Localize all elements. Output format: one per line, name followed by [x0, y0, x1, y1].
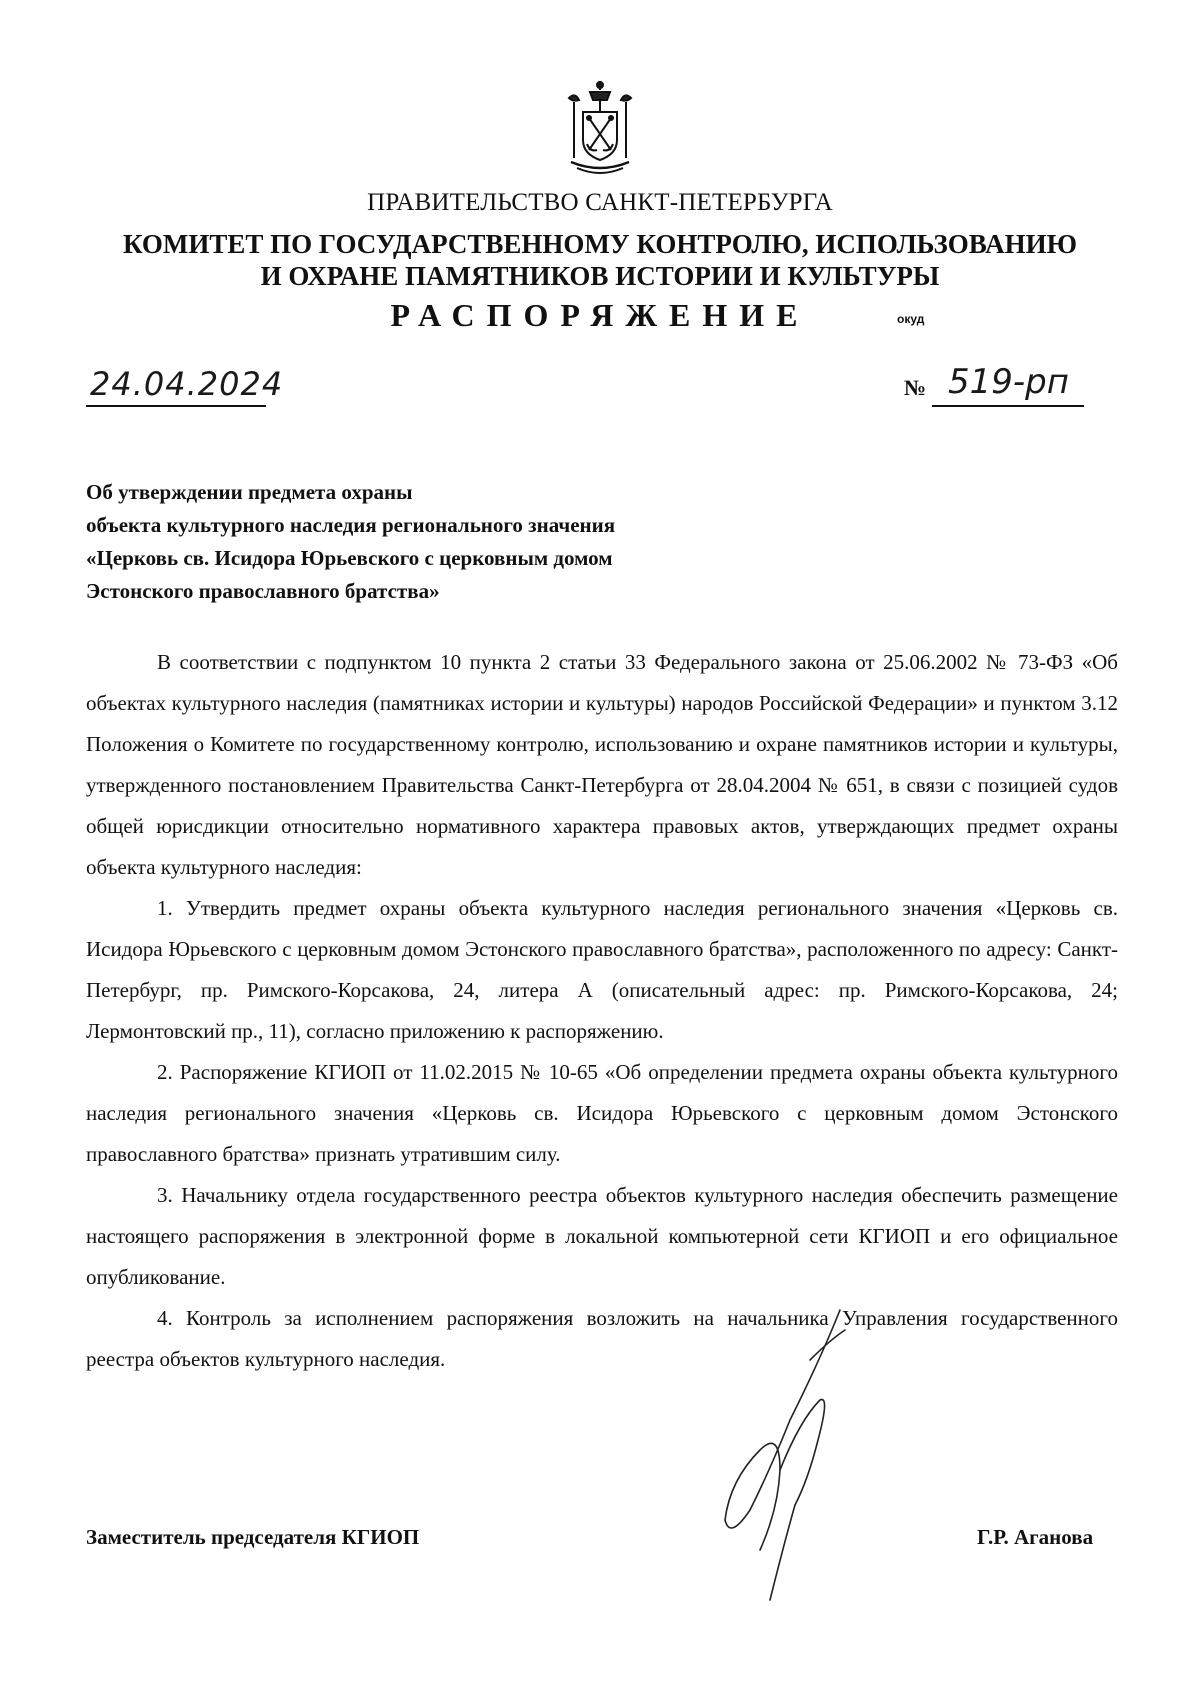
- clause-3-paragraph: 3. Начальнику отдела государственного реестра объектов культурного наследия обеспечить размещение настоящего распоряжения в электронной форме в локальной компьютерной сети КГИОП и его официальное опубликование.: [86, 1183, 1118, 1289]
- committee-name-line2: И ОХРАНЕ ПАМЯТНИКОВ ИСТОРИИ И КУЛЬТУРЫ: [260, 261, 940, 291]
- title-line: Об утверждении предмета охраны: [86, 480, 413, 504]
- signatory-title: Заместитель председателя КГИОП: [86, 1525, 420, 1549]
- title-line: «Церковь св. Исидора Юрьевского с церковным домом: [86, 546, 613, 570]
- okud-label: окуд: [897, 312, 925, 326]
- clause-1-paragraph: 1. Утвердить предмет охраны объекта культурного наследия регионального значения «Церковь св. Исидора Юрьевского с церковным домом Эстонского православного братства», расположенного по адресу: Санкт-Петербург, пр. Римского-Корсакова, 24, литера А (описательный адрес: пр. Римского-Корсакова, 24; Лермонтовский пр., 11), согласно приложению к распоряжению.: [86, 896, 1118, 1043]
- title-line: объекта культурного наследия регионального значения: [86, 513, 616, 537]
- document-title: [86, 476, 726, 608]
- document-number: 519-рп: [948, 362, 1069, 402]
- number-underline: [932, 405, 1084, 407]
- number-label: №: [904, 375, 927, 400]
- document-type: РАСПОРЯЖЕНИЕ: [390, 297, 810, 333]
- coat-of-arms-icon: [557, 78, 643, 178]
- title-line: Эстонского православного братства»: [86, 579, 440, 603]
- preamble-paragraph: В соответствии с подпунктом 10 пункта 2 статьи 33 Федерального закона от 25.06.2002 № 73-ФЗ «Об объектах культурного наследия (памятниках истории и культуры) народов Российской Федерации» и пунктом 3.12 Положения о Комитете по государственному контролю, использованию и охране памятников истории и культуры, утвержденного постановлением Правительства Санкт-Петербурга от 28.04.2004 № 651, в связи с позицией судов общей юрисдикции относительно нормативного характера правовых актов, утверждающих предмет охраны объекта культурного наследия:: [86, 650, 1118, 879]
- clause-4-paragraph: 4. Контроль за исполнением распоряжения возложить на начальника Управления государственного реестра объектов культурного наследия.: [86, 1306, 1118, 1371]
- government-name: ПРАВИТЕЛЬСТВО САНКТ-ПЕТЕРБУРГА: [367, 189, 833, 216]
- clause-2-paragraph: 2. Распоряжение КГИОП от 11.02.2015 № 10-65 «Об определении предмета охраны объекта культурного наследия регионального значения «Церковь св. Исидора Юрьевского с церковным домом Эстонского православного братства» признать утратившим силу.: [86, 1060, 1118, 1166]
- date-underline: [86, 405, 266, 407]
- committee-name-line1: КОМИТЕТ ПО ГОСУДАРСТВЕННОМУ КОНТРОЛЮ, ИСПОЛЬЗОВАНИЮ: [123, 229, 1077, 259]
- document-date: 24.04.2024: [90, 365, 284, 403]
- handwritten-signature-icon: [690, 1300, 890, 1620]
- signatory-name: Г.Р. Аганова: [977, 1525, 1094, 1549]
- document-body: [86, 642, 1118, 1380]
